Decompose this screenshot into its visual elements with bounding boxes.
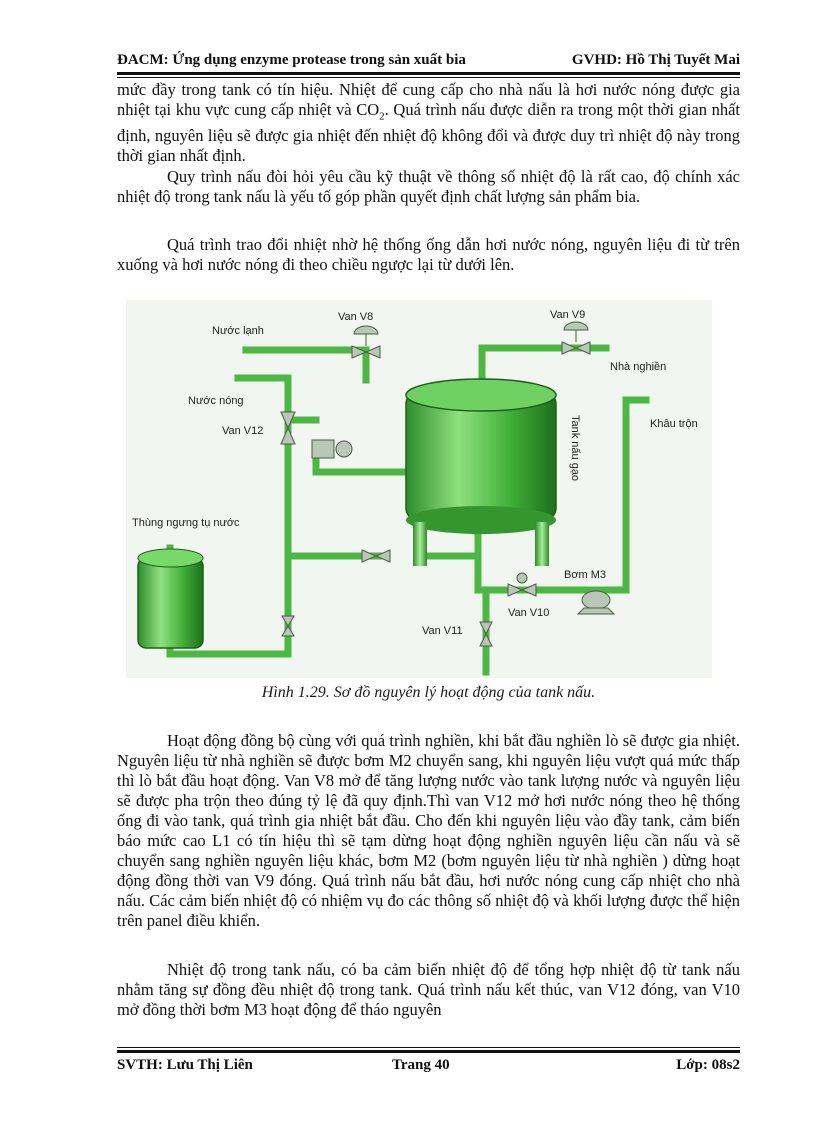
header-rule (117, 72, 740, 75)
label-grinder: Nhà nghiền (610, 361, 667, 373)
condensate-tank (138, 549, 203, 648)
label-valve-v8: Van V8 (338, 311, 374, 323)
footer-student: SVTH: Lưu Thị Liên (117, 1057, 253, 1073)
paragraph-2: Quy trình nấu đòi hỏi yêu cầu kỹ thuật về thông số nhiệt độ là rất cao, độ chính xác nhiệt độ trong tank nấu là yếu tố góp phần quyết định chất lượng sản phẩm bia. (117, 167, 740, 206)
paragraph-3: Quá trình trao đổi nhiệt nhờ hệ thống ống dẫn hơi nước nóng, nguyên liệu đi từ trên xuống và hơi nước nóng đi theo chiều ngược lại từ dưới lên. (117, 235, 740, 274)
footer-rule (117, 1050, 740, 1053)
label-mixing: Khâu trộn (650, 418, 698, 430)
footer-class: Lớp: 08s2 (676, 1057, 740, 1073)
paragraph-4: Hoạt động đồng bộ cùng với quá trình nghiền, khi bắt đầu nghiền lò sẽ được gia nhiệt. Nguyên liệu từ nhà nghiền sẽ được bơm M2 chuyển sang, khi nguyên liệu vượt quá mức thấp thì lò bắt đầu hoạt động. Van V8 mở để tăng lượng nước vào tank lượng nước và nguyên liệu sẽ được pha trộn theo đúng tỷ lệ đã quy định.Thì van V12 mở hơi nước nóng theo hệ thống ống đi vào tank, quá trình gia nhiệt bắt đầu. Cho đến khi nguyên liệu vào đầy tank, cảm biến báo mức cao L1 có tín hiệu thì sẽ tạm dừng hoạt động nghiền nguyên liệu cần nấu và sẽ chuyển sang nghiền nguyên liệu khác, bơm M2 (bơm nguyên liệu từ nhà nghiền ) dừng hoạt động đồng thời van V9 đóng. Quá trình nấu bắt đầu, hơi nước nóng cung cấp nhiệt cho nhà nấu. Các cảm biến nhiệt độ có nhiệm vụ đo các thông số nhiệt độ và khối lượng được thể hiện trên panel điều khiển. (117, 731, 740, 930)
page-number: Trang 40 (392, 1057, 450, 1073)
label-valve-v11: Van V11 (422, 625, 463, 637)
label-valve-v9: Van V9 (550, 309, 586, 321)
label-valve-v12: Van V12 (222, 425, 264, 437)
footer-rule-thin (117, 1047, 740, 1048)
paragraph-1: mức đầy trong tank có tín hiệu. Nhiệt để cung cấp cho nhà nấu là hơi nước nóng được gia nhiệt tại khu vực cung cấp nhiệt và $CO_2$. Quá trình nấu được diễn ra trong một thời gian nhất định, nguyên liệu sẽ được gia nhiệt đến nhiệt độ không đổi và được duy trì nhiệt độ này trong thời gian nhất định. (117, 80, 740, 166)
label-hot-water: Nước nóng (188, 395, 244, 407)
header-rule-thin (117, 77, 740, 78)
label-cold-water: Nước lạnh (212, 325, 264, 337)
label-valve-v10: Van V10 (508, 607, 550, 619)
label-pump-m3: Bơm M3 (564, 569, 607, 581)
page-header (117, 50, 740, 72)
figure-caption: Hình 1.29. Sơ đồ nguyên lý hoạt động của tank nấu. (261, 684, 596, 701)
header-supervisor: GVHD: Hồ Thị Tuyết Mai (571, 52, 740, 68)
cooking-tank-diagram (126, 300, 712, 678)
label-rice-cooking-tank: Tank nấu gạo (569, 415, 581, 482)
paragraph-5: Nhiệt độ trong tank nấu, có ba cảm biến nhiệt độ để tổng hợp nhiệt độ từ tank nấu nhằm tăng sự đồng đều nhiệt độ trong tank. Quá trình nấu kết thúc, van V12 đóng, van V10 mở đồng thời bơm M3 hoạt động để tháo nguyên (117, 960, 740, 1019)
header-title: ĐACM: Ứng dụng enzyme protease trong sản xuất bia (117, 52, 466, 68)
label-condensate-tank: Thùng ngưng tụ nước (132, 517, 240, 529)
steam-control-valve (312, 440, 352, 458)
